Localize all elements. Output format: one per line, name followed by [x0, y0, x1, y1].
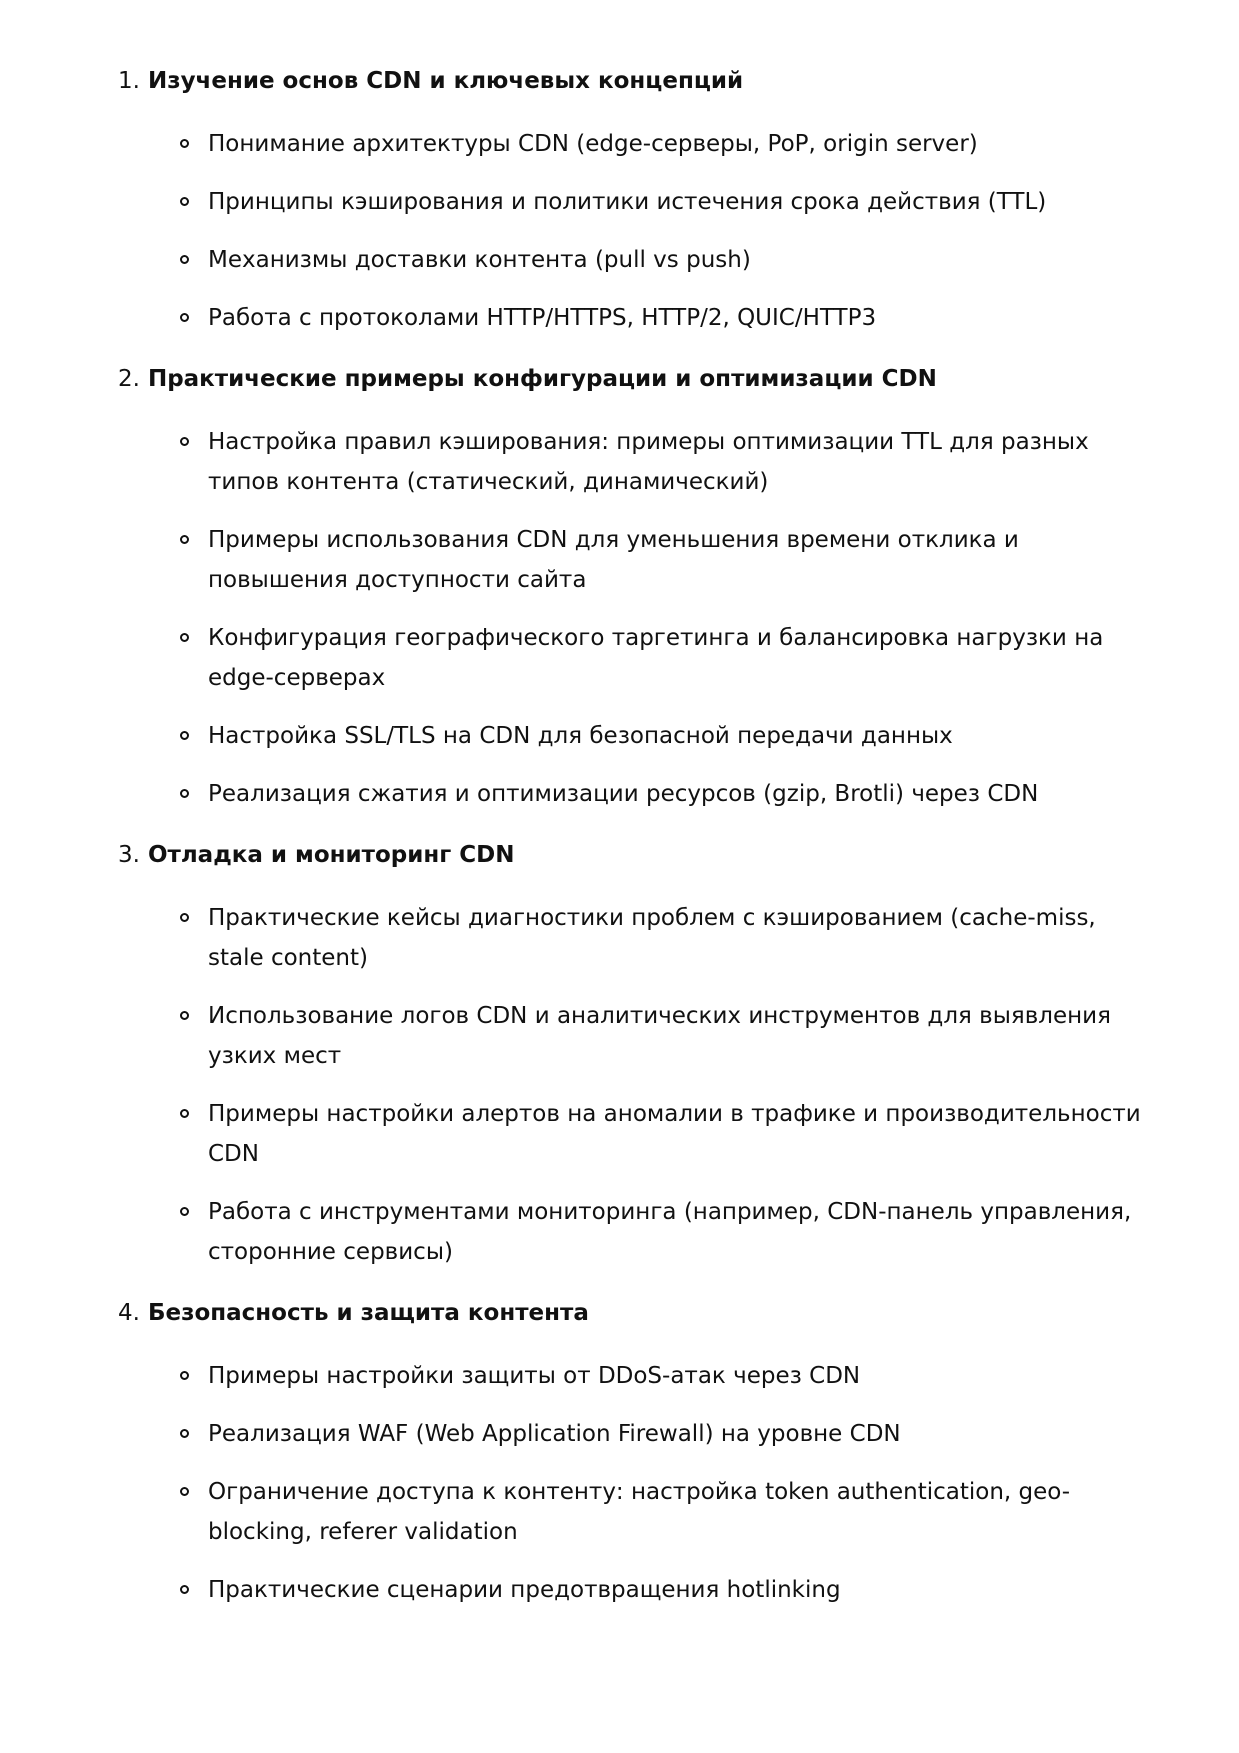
- circle-bullet-icon: [180, 1585, 189, 1594]
- list-item: [208, 1570, 1148, 1610]
- list-item-text: Примеры использования CDN для уменьшения времени отклика и повышения доступности сайта: [208, 527, 1019, 593]
- section-number: 2.: [118, 366, 140, 392]
- section-title: Безопасность и защита контента: [147, 1300, 589, 1326]
- section-title: Изучение основ CDN и ключевых концепций: [147, 68, 744, 94]
- circle-bullet-icon: [180, 1011, 189, 1020]
- list-item: [208, 774, 1148, 814]
- list-item-text: Понимание архитектуры CDN (edge-серверы, PoP, origin server): [208, 131, 978, 157]
- list-item-text: Конфигурация географического таргетинга и балансировка нагрузки на edge-серверах: [208, 625, 1104, 691]
- bullet-list: [0, 898, 1239, 1272]
- list-item-text: Реализация WAF (Web Application Firewall) на уровне CDN: [208, 1421, 901, 1447]
- list-item: [208, 1414, 1148, 1454]
- circle-bullet-icon: [180, 313, 189, 322]
- list-item: [208, 520, 1148, 600]
- list-item-text: Настройка правил кэширования: примеры оптимизации TTL для разных типов контента (статический, динамический): [208, 429, 1089, 495]
- list-item: [208, 1192, 1148, 1272]
- list-item: [208, 182, 1148, 222]
- list-item-text: Ограничение доступа к контенту: настройка token authentication, geo-blocking, referer validation: [208, 1479, 1071, 1545]
- circle-bullet-icon: [180, 535, 189, 544]
- list-item-text: Механизмы доставки контента (pull vs push): [208, 247, 751, 273]
- circle-bullet-icon: [180, 1207, 189, 1216]
- list-item: [208, 124, 1148, 164]
- circle-bullet-icon: [180, 437, 189, 446]
- section-heading: [118, 832, 1239, 878]
- circle-bullet-icon: [180, 633, 189, 642]
- list-item-text: Настройка SSL/TLS на CDN для безопасной передачи данных: [208, 723, 953, 749]
- list-item: [208, 1472, 1148, 1552]
- list-item-text: Практические кейсы диагностики проблем с кэшированием (cache-miss, stale content): [208, 905, 1096, 971]
- circle-bullet-icon: [180, 913, 189, 922]
- list-item-text: Практические сценарии предотвращения hotlinking: [208, 1577, 841, 1603]
- section-3: [0, 832, 1239, 1272]
- list-item-text: Примеры настройки алертов на аномалии в трафике и производительности CDN: [208, 1101, 1141, 1167]
- section-heading: [118, 1290, 1239, 1336]
- bullet-list: [0, 422, 1239, 814]
- circle-bullet-icon: [180, 255, 189, 264]
- circle-bullet-icon: [180, 1109, 189, 1118]
- list-item: [208, 1356, 1148, 1396]
- section-number: 3.: [118, 842, 140, 868]
- list-item-text: Реализация сжатия и оптимизации ресурсов (gzip, Brotli) через CDN: [208, 781, 1039, 807]
- section-heading: [118, 356, 1239, 402]
- list-item-text: Работа с инструментами мониторинга (например, CDN-панель управления, сторонние сервисы): [208, 1199, 1132, 1265]
- bullet-list: [0, 124, 1239, 338]
- circle-bullet-icon: [180, 789, 189, 798]
- section-number: 4.: [118, 1300, 140, 1326]
- section-number: 1.: [118, 68, 140, 94]
- section-title: Отладка и мониторинг CDN: [147, 842, 515, 868]
- section-2: [0, 356, 1239, 814]
- list-item: [208, 240, 1148, 280]
- section-title: Практические примеры конфигурации и оптимизации CDN: [147, 366, 937, 392]
- list-item: [208, 1094, 1148, 1174]
- list-item: [208, 996, 1148, 1076]
- list-item: [208, 716, 1148, 756]
- circle-bullet-icon: [180, 1371, 189, 1380]
- section-4: [0, 1290, 1239, 1610]
- list-item-text: Принципы кэширования и политики истечения срока действия (TTL): [208, 189, 1047, 215]
- list-item: [208, 898, 1148, 978]
- list-item-text: Примеры настройки защиты от DDoS-атак через CDN: [208, 1363, 861, 1389]
- circle-bullet-icon: [180, 139, 189, 148]
- list-item-text: Использование логов CDN и аналитических инструментов для выявления узких мест: [208, 1003, 1111, 1069]
- bullet-list: [0, 1356, 1239, 1610]
- list-item: [208, 422, 1148, 502]
- circle-bullet-icon: [180, 731, 189, 740]
- list-item: [208, 618, 1148, 698]
- section-1: [0, 58, 1239, 338]
- list-item-text: Работа с протоколами HTTP/HTTPS, HTTP/2, QUIC/HTTP3: [208, 305, 877, 331]
- circle-bullet-icon: [180, 1487, 189, 1496]
- list-item: [208, 298, 1148, 338]
- circle-bullet-icon: [180, 1429, 189, 1438]
- section-heading: [118, 58, 1239, 104]
- circle-bullet-icon: [180, 197, 189, 206]
